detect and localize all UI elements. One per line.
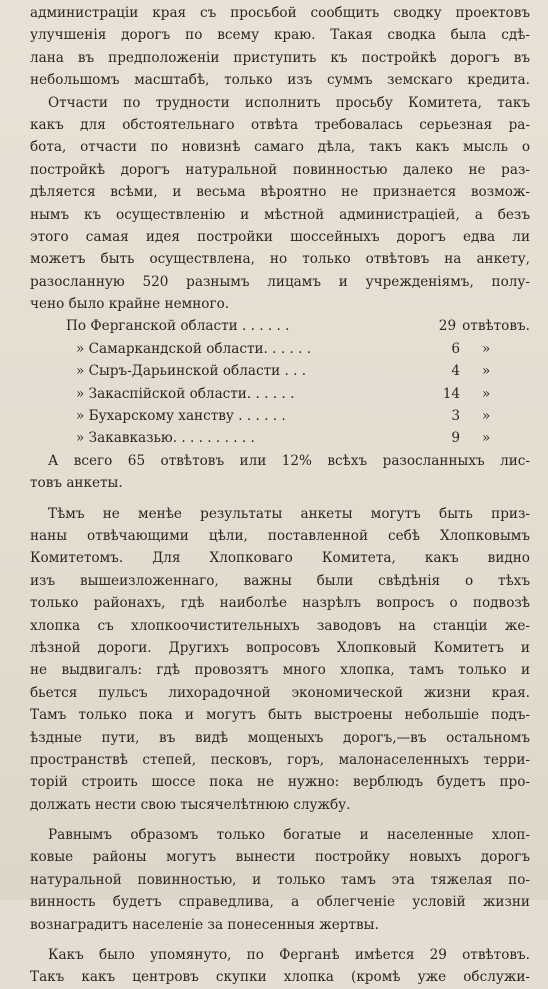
response-count: 4: [451, 363, 460, 380]
paragraph-gap: [30, 936, 530, 944]
text-line: винность будетъ справедлива, а облегченiе условiй жизни: [30, 894, 530, 911]
responses-table: [30, 315, 530, 449]
text-line: улучшенiя дорогъ по всему краю. Такая сводка была сдѣ-: [30, 27, 530, 44]
text-line: наны отвѣчающими цѣли, поставленной себѣ Хлопковымъ: [30, 527, 530, 544]
table-row: [30, 427, 530, 449]
text-line: натуральной повинностью, и только тамъ эта тяжелая по-: [30, 871, 530, 888]
text-line: можетъ быть осуществлена, но только отвѣтовъ на анкету,: [30, 251, 530, 268]
text-line: бота, отчасти по новизнѣ самаго дѣла, такъ какъ мысль о: [30, 139, 530, 156]
response-count: 29: [438, 318, 457, 335]
text-line: должать нести свою тысячелѣтнюю службу.: [30, 796, 351, 813]
text-line: этого самая идея постройки шоссейныхъ дорогъ едва ли: [30, 228, 530, 245]
text-line: Равнымъ образомъ только богатые и населенные хлоп-: [48, 827, 530, 844]
text-line: какъ для обстоятельнаго отвѣта требовалась серьезная ра-: [30, 116, 530, 133]
region-label: » Самаркандской области. . . . . .: [76, 340, 312, 357]
response-unit: »: [482, 363, 491, 380]
paragraph-4: [30, 503, 530, 816]
text-line: ѣздные пути, въ видѣ мощеныхъ дорогъ,—въ остальномъ: [30, 729, 530, 746]
text-line: Тѣмъ не менѣе результаты анкеты могутъ быть приз-: [48, 505, 530, 522]
response-unit: »: [482, 430, 491, 447]
paragraph-1: [30, 2, 530, 92]
paragraph-gap: [30, 816, 530, 824]
text-line: лана въ предположенiи приступить къ постройкѣ дорогъ въ: [30, 49, 530, 66]
text-line: не выдвигалъ: гдѣ провозятъ много хлопка, тамъ только и: [30, 662, 530, 679]
response-count: 3: [451, 408, 460, 425]
region-label: » Закавказью. . . . . . . . . .: [76, 430, 255, 447]
page-text: [30, 2, 530, 989]
response-unit: »: [482, 385, 491, 402]
paragraph-2: [30, 92, 530, 316]
text-line: вознаградитъ населенiе за понесенныя жертвы.: [30, 916, 379, 933]
table-row: [30, 360, 530, 382]
response-count: 6: [451, 340, 460, 357]
region-label: » Бухарскому ханству . . . . . .: [76, 408, 286, 425]
text-line: товъ анкеты.: [30, 475, 123, 492]
text-line: постройкѣ дорогъ натуральной повинностью далеко не раз-: [30, 161, 530, 178]
text-line: Такъ какъ центровъ скупки хлопка (кромѣ уже обслужи-: [30, 969, 530, 986]
response-unit: »: [482, 408, 491, 425]
text-line: чено было крайне немного.: [30, 296, 230, 313]
text-line: разосланную 520 разнымъ лицамъ и учрежденiямъ, полу-: [30, 273, 530, 290]
response-unit: »: [482, 340, 491, 357]
table-row: [30, 405, 530, 427]
text-line: пространствѣ степей, песковъ, горъ, малонаселенныхъ терри-: [30, 751, 530, 768]
paragraph-5: [30, 824, 530, 936]
table-row: [30, 383, 530, 405]
region-label: » Сыръ-Дарьинской области . . .: [76, 363, 307, 380]
table-row: [30, 338, 530, 360]
region-label: По Ферганской области . . . . . .: [66, 318, 290, 335]
text-line: Тамъ только пока и могутъ быть выстроены небольшiе подъ-: [30, 707, 530, 724]
text-line: только районахъ, гдѣ наиболѣе назрѣлъ вопросъ о подвозѣ: [30, 595, 530, 612]
text-line: бьется пульсъ лихорадочной экономической жизни края.: [30, 684, 530, 701]
text-line: изъ вышеизложеннаго, важны были свѣдѣнiя о тѣхъ: [30, 572, 530, 589]
paragraph-3: [30, 450, 530, 495]
text-line: нымъ къ осуществленiю и мѣстной администрацiей, а безъ: [30, 206, 530, 223]
text-line: Комитетомъ. Для Хлопковаго Комитета, какъ видно: [30, 550, 530, 567]
text-line: Какъ было упомянуто, по Ферганѣ имѣется 29 отвѣтовъ.: [48, 947, 530, 964]
text-line: небольшомъ масштабѣ, только изъ суммъ земскаго кредита.: [30, 72, 530, 89]
table-row: [30, 315, 530, 337]
text-line: хлопка съ хлопкоочистительныхъ заводовъ на станцiи же-: [30, 617, 530, 634]
text-line: А всего 65 отвѣтовъ или 12% всѣхъ разосланныхъ лис-: [48, 452, 530, 469]
text-line: ковые районы могутъ вынести постройку новыхъ дорогъ: [30, 849, 530, 866]
text-line: администрацiи края съ просьбой сообщить сводку проектовъ: [30, 5, 530, 21]
region-label: » Закаспiйской области. . . . . .: [76, 385, 295, 402]
response-unit: отвѣтовъ.: [462, 318, 530, 335]
text-line: лѣзной дороги. Другихъ вопросовъ Хлопковый Комитетъ и: [30, 639, 530, 656]
paragraph-6: [30, 944, 530, 989]
response-count: 9: [451, 430, 460, 447]
text-line: дѣляется всѣми, и весьма вѣроятно не признается возмож-: [30, 184, 530, 201]
text-line: торiй строить шоссе пока не нужно: верблюдъ будетъ про-: [30, 774, 530, 791]
paragraph-gap: [30, 495, 530, 503]
text-line: Отчасти по трудности исполнить просьбу Комитета, такъ: [48, 94, 530, 111]
response-count: 14: [442, 385, 460, 402]
